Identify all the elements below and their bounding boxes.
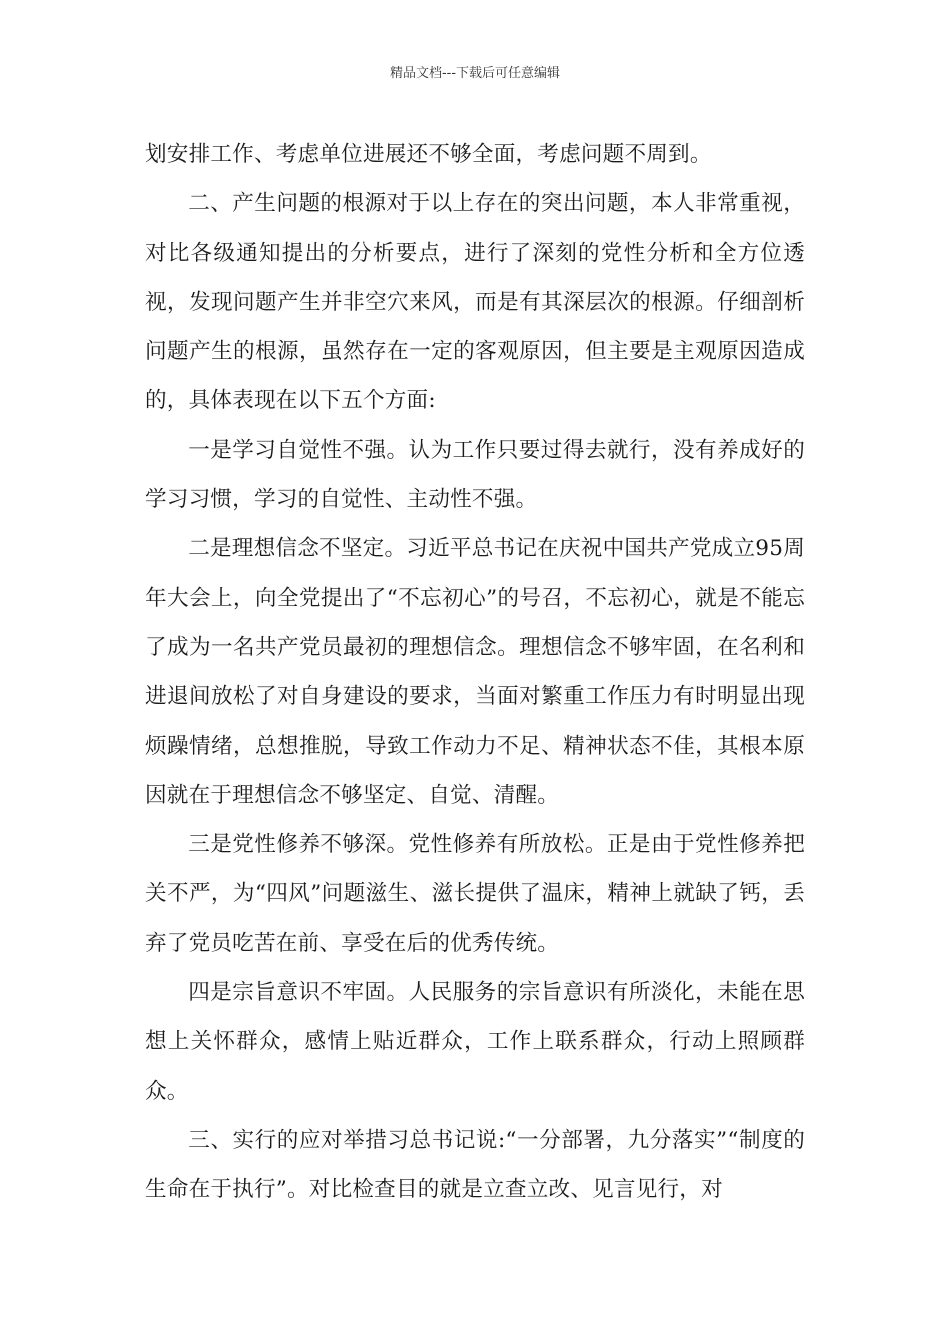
paragraph-point-one-study: 一是学习自觉性不强。认为工作只要过得去就行，没有养成好的学习习惯，学习的自觉性、主动性不强。 [145, 437, 805, 513]
paragraph-point-three-party-spirit: 三是党性修养不够深。党性修养有所放松。正是由于党性修养把关不严，为“四风”问题滋生、滋长提供了温床，精神上就缺了钙，丢弃了党员吃苦在前、享受在后的优秀传统。 [145, 832, 805, 956]
page-header: 精品文档---下载后可任意编辑 [389, 66, 561, 81]
paragraph-point-two-ideals: 二是理想信念不坚定。习近平总书记在庆祝中国共产党成立95周年大会上，向全党提出了“不忘初心”的号召，不忘初心，就是不能忘了成为一名共产党员最初的理想信念。理想信念不够牢固，在名利和进退间放松了对自身建设的要求，当面对繁重工作压力有时明显出现烦躁情绪，总想推脱，导致工作动力不足、精神状态不佳，其根本原因就在于理想信念不够坚定、自觉、清醒。 [145, 536, 805, 808]
paragraph-point-four-purpose: 四是宗旨意识不牢固。人民服务的宗旨意识有所淡化，未能在思想上关怀群众，感情上贴近群众，工作上联系群众，行动上照顾群众。 [145, 980, 805, 1104]
paragraph-section-three-measures: 三、实行的应对举措习总书记说:“一分部署，九分落实”“制度的生命在于执行”。对比检查目的就是立查立改、见言见行，对 [145, 1127, 805, 1203]
paragraph-section-two-root-causes: 二、产生问题的根源对于以上存在的突出问题，本人非常重视，对比各级通知提出的分析要点，进行了深刻的党性分析和全方位透视，发现问题产生并非空穴来风，而是有其深层次的根源。仔细剖析问题产生的根源，虽然存在一定的客观原因，但主要是主观原因造成的，具体表现在以下五个方面: [145, 191, 805, 414]
document-body [145, 130, 805, 1215]
paragraph-continuation: 划安排工作、考虑单位进展还不够全面，考虑问题不周到。 [145, 142, 712, 167]
